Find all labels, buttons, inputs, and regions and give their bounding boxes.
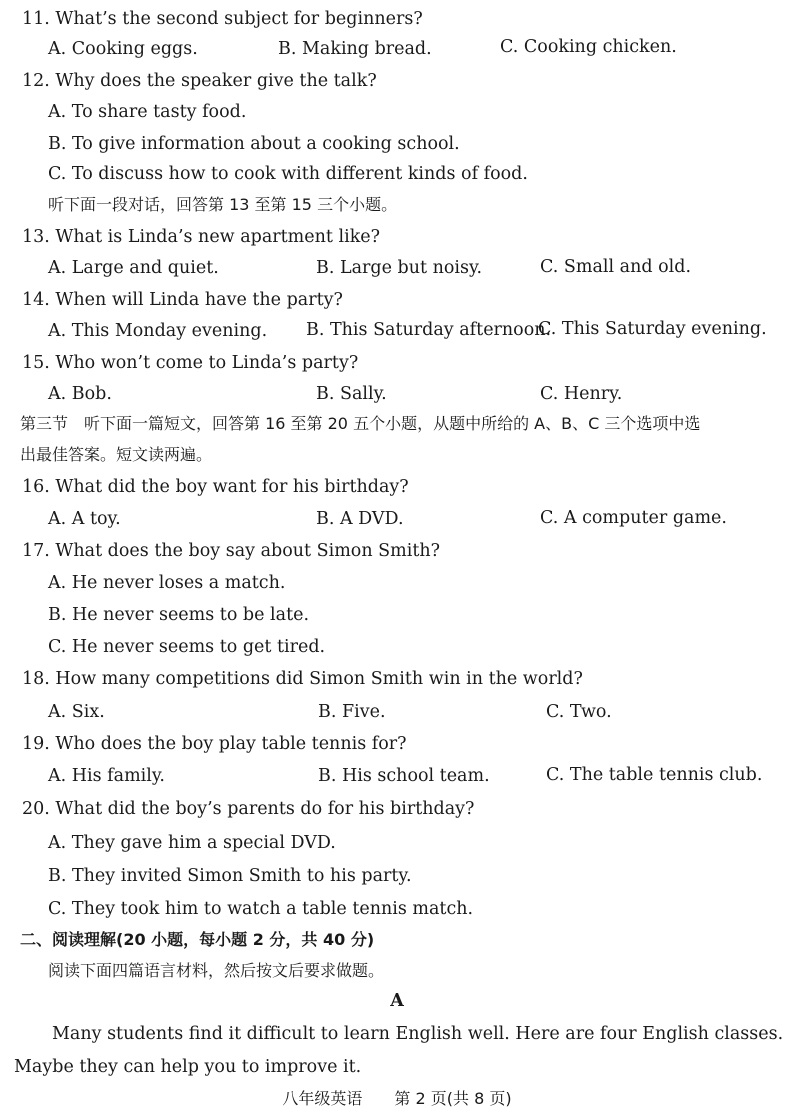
q20-option-a: A. They gave him a special DVD. (48, 833, 336, 853)
q16-option-b: B. A DVD. (316, 509, 404, 529)
passage-a-line-1: Many students find it difficult to learn English well. Here are four English classes. (52, 1024, 784, 1044)
question-16: 16. What did the boy want for his birthday? (22, 477, 409, 497)
q12-option-b: B. To give information about a cooking school. (48, 134, 460, 154)
q14-option-b: B. This Saturday afternoon. (306, 320, 552, 340)
q12-option-a: A. To share tasty food. (48, 102, 247, 122)
q15-option-a: A. Bob. (48, 384, 112, 404)
section-3-instruction-line2: 出最佳答案。短文读两遍。 (20, 445, 213, 464)
q17-option-c: C. He never seems to get tired. (48, 637, 326, 657)
q13-option-c: C. Small and old. (540, 257, 692, 277)
q14-option-c: C. This Saturday evening. (538, 319, 767, 339)
q18-option-b: B. Five. (318, 702, 386, 722)
question-15: 15. Who won’t come to Linda’s party? (22, 353, 359, 373)
q18-option-a: A. Six. (48, 702, 105, 722)
question-12: 12. Why does the speaker give the talk? (22, 71, 377, 91)
question-11: 11. What’s the second subject for beginners? (22, 9, 423, 29)
q16-option-c: C. A computer game. (540, 508, 727, 528)
section-3-instruction-line1: 第三节 听下面一篇短文，回答第 16 至第 20 五个小题，从题中所给的 A、B、C 三个选项中选 (20, 414, 701, 433)
question-19: 19. Who does the boy play table tennis for? (22, 734, 407, 754)
q20-option-b: B. They invited Simon Smith to his party. (48, 866, 412, 886)
question-18: 18. How many competitions did Simon Smith win in the world? (22, 669, 583, 689)
passage-label: A (390, 991, 404, 1011)
part-2-heading: 二、阅读理解(20 小题，每小题 2 分，共 40 分) (20, 930, 375, 949)
q13-option-a: A. Large and quiet. (48, 258, 219, 278)
passage-a-line-2: Maybe they can help you to improve it. (14, 1057, 362, 1077)
part-2-instruction: 阅读下面四篇语言材料，然后按文后要求做题。 (48, 961, 385, 980)
question-13: 13. What is Linda’s new apartment like? (22, 227, 381, 247)
q16-option-a: A. A toy. (48, 509, 121, 529)
q11-option-b: B. Making bread. (278, 39, 432, 59)
q14-option-a: A. This Monday evening. (48, 321, 268, 341)
q19-option-b: B. His school team. (318, 766, 490, 786)
question-14: 14. When will Linda have the party? (22, 290, 343, 310)
instruction-13-15: 听下面一段对话，回答第 13 至第 15 三个小题。 (48, 195, 398, 214)
q11-option-a: A. Cooking eggs. (48, 39, 198, 59)
q19-option-a: A. His family. (48, 766, 165, 786)
q11-option-c: C. Cooking chicken. (500, 37, 677, 57)
q15-option-c: C. Henry. (540, 384, 623, 404)
question-20: 20. What did the boy’s parents do for his birthday? (22, 799, 475, 819)
q18-option-c: C. Two. (546, 702, 612, 722)
q12-option-c: C. To discuss how to cook with different kinds of food. (48, 164, 528, 184)
q17-option-a: A. He never loses a match. (48, 573, 286, 593)
q13-option-b: B. Large but noisy. (316, 258, 483, 278)
q17-option-b: B. He never seems to be late. (48, 605, 310, 625)
page-footer: 八年级英语 第 2 页(共 8 页) (282, 1089, 512, 1108)
q15-option-b: B. Sally. (316, 384, 387, 404)
question-17: 17. What does the boy say about Simon Smith? (22, 541, 441, 561)
q20-option-c: C. They took him to watch a table tennis match. (48, 899, 474, 919)
q19-option-c: C. The table tennis club. (546, 765, 763, 785)
